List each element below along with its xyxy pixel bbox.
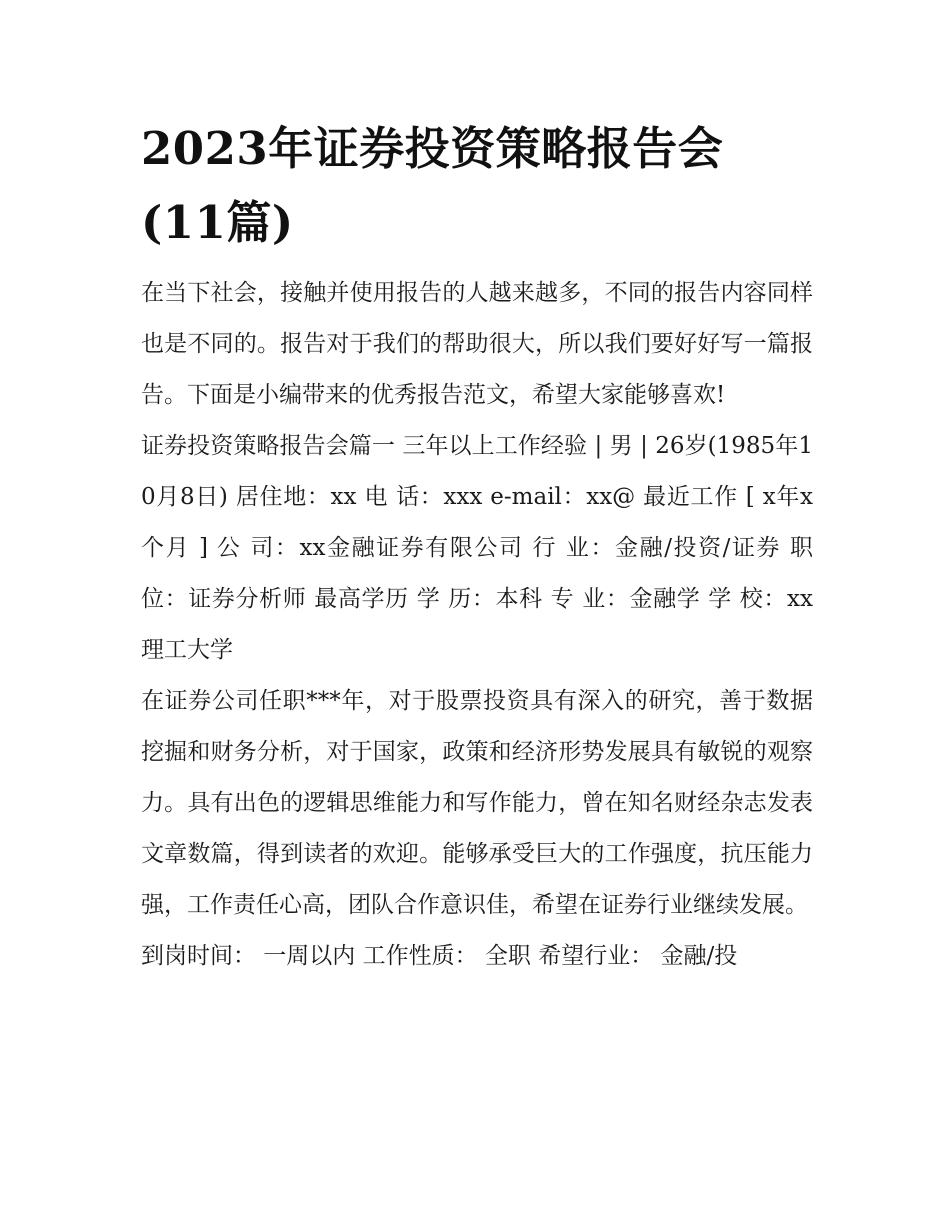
document-body [141,268,813,982]
resume-info-paragraph: 证券投资策略报告会篇一 三年以上工作经验 | 男 | 26岁(1985年10月8日) 居住地：xx 电 话：xxx e-mail：xx@ 最近工作 [ x年x个月 ] 公 司：xx金融证券有限公司 行 业：金融/投资/证券 职 位：证券分析师 最高学历 学 历：本科 专 业：金融学 学 校：xx理工大学 [141,433,813,663]
document-title [141,112,813,260]
intro-paragraph: 在当下社会，接触并使用报告的人越来越多，不同的报告内容同样也是不同的。报告对于我们的帮助很大，所以我们要好好写一篇报告。下面是小编带来的优秀报告范文，希望大家能够喜欢! [141,280,813,408]
job-intention-paragraph: 到岗时间： 一周以内 工作性质： 全职 希望行业： 金融/投 [141,943,738,969]
document-content [141,112,813,982]
self-evaluation-paragraph: 在证券公司任职***年，对于股票投资具有深入的研究，善于数据挖掘和财务分析，对于国家，政策和经济形势发展具有敏锐的观察力。具有出色的逻辑思维能力和写作能力，曾在知名财经杂志发表文章数篇，得到读者的欢迎。能够承受巨大的工作强度，抗压能力强，工作责任心高，团队合作意识佳，希望在证券行业继续发展。 [141,688,813,918]
document-title-line-2: (11篇) [141,196,294,249]
document-title-line-1: 2023年证券投资策略报告会 [141,122,724,175]
